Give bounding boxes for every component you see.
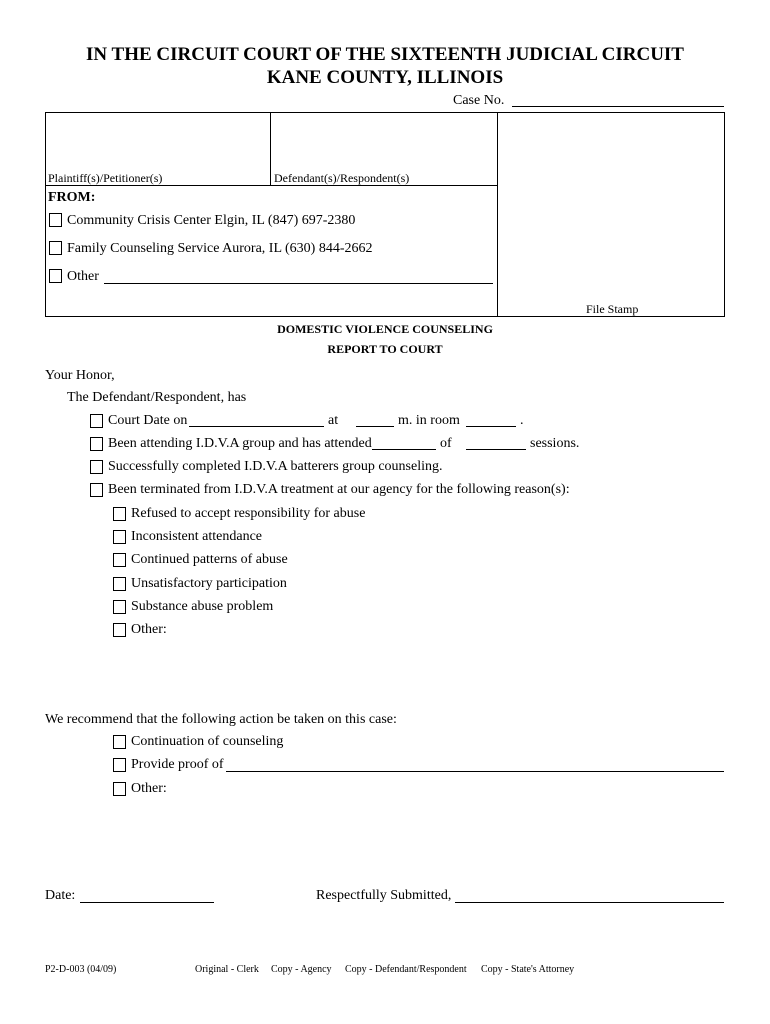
file-stamp-label: File Stamp (586, 302, 639, 316)
court-date-field[interactable] (189, 426, 324, 427)
case-no-label: Case No. (453, 93, 505, 108)
rec-continuation-checkbox[interactable] (113, 735, 126, 749)
reason-inconsistent-label: Inconsistent attendance (131, 529, 263, 544)
report-title-line2: REPORT TO COURT (327, 342, 443, 356)
from-family-counseling-label: Family Counseling Service Aurora, IL (630) 844-2662 (67, 241, 373, 256)
rec-continuation-label: Continuation of counseling (131, 734, 284, 749)
salutation: Your Honor, (45, 368, 115, 383)
recommendation-intro: We recommend that the following action be taken on this case: (45, 712, 397, 727)
plaintiff-label: Plaintiff(s)/Petitioner(s) (48, 171, 163, 185)
attending-of: of (440, 436, 452, 451)
attending-sessions: sessions. (530, 436, 580, 451)
rec-proof-checkbox[interactable] (113, 758, 126, 772)
rec-proof-label: Provide proof of (131, 757, 224, 772)
copy-defendant: Copy - Defendant/Respondent (345, 964, 467, 975)
file-stamp-divider (497, 112, 498, 317)
court-date-period: . (520, 413, 524, 428)
reason-continued-abuse-label: Continued patterns of abuse (131, 552, 288, 567)
court-time-field[interactable] (356, 426, 394, 427)
completed-label: Successfully completed I.D.V.A batterers group counseling. (108, 459, 443, 474)
submitted-label: Respectfully Submitted, (316, 888, 452, 903)
copy-clerk: Original - Clerk (195, 964, 259, 975)
court-date-at: at (328, 413, 339, 428)
completed-checkbox[interactable] (90, 460, 103, 474)
plaintiff-field[interactable] (47, 112, 269, 170)
sessions-total-field[interactable] (466, 449, 526, 450)
rec-other-label: Other: (131, 781, 167, 796)
from-crisis-center-checkbox[interactable] (49, 213, 62, 227)
rec-other-checkbox[interactable] (113, 782, 126, 796)
court-date-label: Court Date on (108, 413, 188, 428)
from-other-label: Other (67, 269, 99, 284)
sessions-attended-field[interactable] (372, 449, 436, 450)
copy-states-attorney: Copy - State's Attorney (481, 964, 575, 975)
reason-inconsistent-checkbox[interactable] (113, 530, 126, 544)
reason-other-checkbox[interactable] (113, 623, 126, 637)
reason-unsatisfactory-label: Unsatisfactory participation (131, 576, 287, 591)
court-room-field[interactable] (466, 426, 516, 427)
rec-proof-field[interactable] (226, 771, 724, 772)
from-family-counseling-checkbox[interactable] (49, 241, 62, 255)
reason-refused-checkbox[interactable] (113, 507, 126, 521)
from-label: FROM: (48, 190, 96, 205)
date-field[interactable] (80, 902, 214, 903)
intro-text: The Defendant/Respondent, has (67, 390, 247, 405)
party-bottom-line (45, 185, 497, 186)
terminated-label: Been terminated from I.D.V.A treatment at our agency for the following reason(s): (108, 482, 570, 497)
court-date-room-label: m. in room (398, 413, 460, 428)
copy-agency: Copy - Agency (271, 964, 332, 975)
signature-field[interactable] (455, 902, 724, 903)
reason-continued-abuse-checkbox[interactable] (113, 553, 126, 567)
reason-other-label: Other: (131, 622, 167, 637)
attending-checkbox[interactable] (90, 437, 103, 451)
reason-substance-checkbox[interactable] (113, 600, 126, 614)
form-id: P2-D-003 (04/09) (45, 964, 117, 975)
party-divider (270, 112, 271, 185)
reason-unsatisfactory-checkbox[interactable] (113, 577, 126, 591)
case-no-field[interactable] (512, 106, 724, 107)
report-title-line1: DOMESTIC VIOLENCE COUNSELING (277, 322, 493, 336)
date-label: Date: (45, 888, 76, 903)
from-crisis-center-label: Community Crisis Center Elgin, IL (847) 697-2380 (67, 213, 356, 228)
reason-substance-label: Substance abuse problem (131, 599, 274, 614)
reason-refused-label: Refused to accept responsibility for abuse (131, 506, 366, 521)
county-title: KANE COUNTY, ILLINOIS (266, 67, 504, 88)
terminated-checkbox[interactable] (90, 483, 103, 497)
defendant-label: Defendant(s)/Respondent(s) (274, 171, 410, 185)
court-title: IN THE CIRCUIT COURT OF THE SIXTEENTH JUDICIAL CIRCUIT (86, 44, 684, 65)
court-date-checkbox[interactable] (90, 414, 103, 428)
attending-label: Been attending I.D.V.A group and has attended (108, 436, 372, 451)
from-other-checkbox[interactable] (49, 269, 62, 283)
defendant-field[interactable] (272, 112, 496, 170)
from-other-field[interactable] (104, 283, 493, 284)
